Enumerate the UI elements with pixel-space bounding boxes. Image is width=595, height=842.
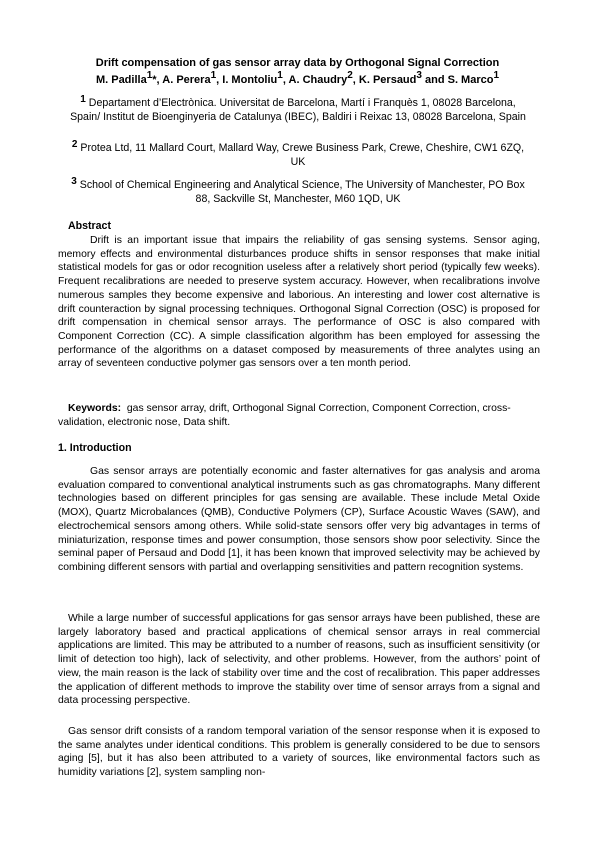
author-affiliation-mark: 1: [146, 70, 153, 81]
affiliation-text: Departament d’Electrònica. Universitat de Barcelona, Martí i Franquès 1, 08028 Barcelona, Spain/ Institut de Bioenginyeria de Catalunya (IBEC), Baldiri i Reixac 13, 08028 Barcelona, Spain: [70, 97, 526, 123]
abstract-text: Drift is an important issue that impairs the reliability of gas sensing systems. Sensor aging, memory effects and environmental disturbances produce shifts in sensor responses that make initial statistical models for gas or odor recognition useless after a relatively short period (typically few weeks). Frequent recalibrations are needed to preserve system accuracy. However, when recalibrations involve numerous samples they become expensive and laborious. An interesting and lower cost alternative is drift counteraction by signal processing techniques. Orthogonal Signal Correction (OSC) is proposed for drift compensation in chemical sensor arrays. The performance of OSC is also compared with Component Correction (CC). A simple classification algorithm has been employed for assessing the performance of the algorithms on a dataset composed by measurements of three analytes using an array of seventeen conductive polymer gas sensors over a ten month period.: [58, 235, 540, 370]
author-3: [222, 70, 289, 86]
intro-paragraph-3: Gas sensor drift consists of a random temporal variation of the sensor response when it is exposed to the same analytes under identical conditions. This problem is generally considered to be due to sensors aging [5], but it has also been attributed to a variety of sources, like environmental factors such as humidity variations [2], system sampling non-: [58, 726, 540, 779]
author-separator: ,: [282, 74, 289, 86]
keywords-text: gas sensor array, drift, Orthogonal Signal Correction, Component Correction, cross-validation, electronic nose, Data shift.: [58, 403, 511, 428]
affiliation-number: 3: [71, 176, 77, 187]
author-affiliation-mark: 1: [210, 70, 217, 81]
author-name: S. Marco: [447, 74, 494, 86]
affiliation-number: 2: [71, 139, 78, 150]
author-list: [60, 72, 535, 88]
author-name: K. Persaud: [358, 74, 417, 86]
introduction-heading: 1. Introduction: [58, 442, 132, 454]
author-2: [162, 70, 223, 86]
author-separator: ,: [352, 74, 359, 86]
author-name: I. Montoliu: [222, 74, 278, 86]
abstract-heading: Abstract: [68, 220, 111, 232]
author-affiliation-mark: 1: [277, 70, 283, 81]
author-separator: and: [421, 74, 448, 86]
affiliation-number: 1: [80, 94, 86, 105]
author-5: [358, 70, 448, 86]
author-1: [95, 70, 163, 86]
author-6: [447, 70, 500, 86]
author-affiliation-mark: 1: [493, 70, 500, 81]
intro-paragraph-1: Gas sensor arrays are potentially economic and faster alternatives for gas analysis and aroma evaluation compared to conventional analytical instruments such as gas chromatographs. Many different technologies based on different principles for gas sensing are available. These include Metal Oxide (MOX), Quartz Microbalances (QMB), Conductive Polymers (CP), Surface Acoustic Waves (SAW), and electrochemical sensors among others. While solid-state sensors offer very big advantages in terms of miniaturization, response times and power consumption, those sensors show poor selectivity. Since the seminal paper of Persaud and Dodd [1], it has been known that improved selectivity may be achieved by combining different sensors with partial and overlapping sensitivities and pattern recognition systems.: [58, 466, 540, 573]
keywords: [58, 402, 540, 429]
author-separator: ,: [216, 74, 223, 86]
intro-paragraph-2: While a large number of successful applications for gas sensor arrays have been published, these are largely laboratory based and practical applications of chemical sensor arrays in real commercial applications are limited. This may be attributed to a number of reasons, such as insufficient sensitivity (or limit of detection too high), lack of selectivity, and other problems. However, from the authors’ point of view, the main reason is the lack of stability over time and the cost of recalibration. This paper addresses the application of different methods to improve the stability over time of sensor arrays from a signal and data processing perspective.: [58, 613, 540, 707]
paper-title: Drift compensation of gas sensor array data by Orthogonal Signal Correction: [95, 57, 500, 69]
author-name: A. Chaudry: [288, 74, 348, 86]
affiliation-2: [66, 141, 530, 169]
affiliation-1: [66, 96, 530, 124]
author-name: M. Padilla: [95, 74, 147, 86]
affiliation-3: [66, 178, 530, 206]
affiliation-text: School of Chemical Engineering and Analytical Science, The University of Manchester, PO Box 88, Sackville St, Manchester, M60 1QD, UK: [79, 179, 525, 205]
affiliation-text: Protea Ltd, 11 Mallard Court, Mallard Way, Crewe Business Park, Crewe, Cheshire, CW1 6ZQ, UK: [80, 142, 525, 168]
author-name: A. Perera: [162, 74, 211, 86]
keywords-label: Keywords:: [68, 403, 122, 414]
author-affiliation-mark: 3: [416, 70, 422, 81]
author-separator: *,: [152, 74, 163, 86]
author-affiliation-mark: 2: [347, 70, 353, 81]
author-4: [288, 70, 359, 86]
